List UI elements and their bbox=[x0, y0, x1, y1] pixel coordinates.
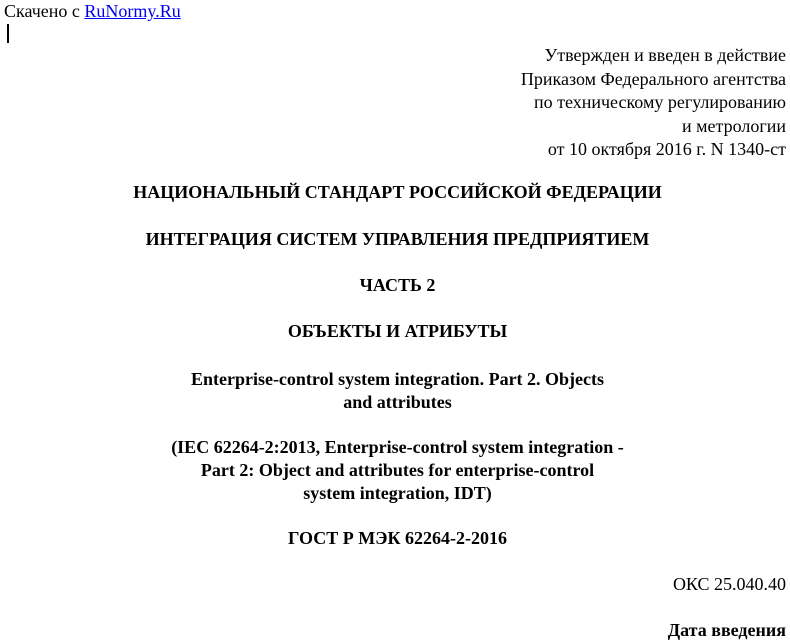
standard-type-heading: НАЦИОНАЛЬНЫЙ СТАНДАРТ РОССИЙСКОЙ ФЕДЕРАЦИИ bbox=[133, 182, 662, 202]
effective-date-label: Дата введения bbox=[667, 620, 786, 640]
document-subtitle: ОБЪЕКТЫ И АТРИБУТЫ bbox=[287, 321, 508, 341]
iec-reference-line: Part 2: Object and attributes for enterprise-control bbox=[200, 460, 595, 480]
document-title: ИНТЕГРАЦИЯ СИСТЕМ УПРАВЛЕНИЯ ПРЕДПРИЯТИЕМ bbox=[145, 229, 650, 249]
english-title-line: Enterprise-control system integration. Part 2. Objects bbox=[190, 369, 605, 389]
oks-code: ОКС 25.040.40 bbox=[672, 574, 786, 594]
approval-line: от 10 октября 2016 г. N 1340-ст bbox=[547, 139, 786, 159]
approval-line: по техническому регулированию bbox=[533, 92, 786, 112]
download-note-prefix: Скачено с bbox=[4, 1, 85, 21]
english-title-line: and attributes bbox=[343, 392, 452, 412]
gost-number: ГОСТ Р МЭК 62264-2-2016 bbox=[288, 528, 507, 548]
iec-reference-line: system integration, IDT) bbox=[303, 483, 492, 503]
iec-reference bbox=[0, 436, 790, 505]
approval-line: и метрологии bbox=[682, 115, 786, 136]
english-title bbox=[0, 368, 790, 414]
part-number: ЧАСТЬ 2 bbox=[359, 275, 436, 295]
download-source-note bbox=[4, 0, 181, 22]
approval-line: Приказом Федерального агентства bbox=[520, 68, 786, 89]
runormy-link[interactable]: RuNormy.Ru bbox=[84, 1, 181, 21]
iec-reference-line: (IEC 62264-2:2013, Enterprise-control system integration - bbox=[171, 437, 624, 457]
approval-block bbox=[521, 44, 786, 162]
approval-line: Утвержден и введен в действие bbox=[544, 45, 786, 65]
text-cursor bbox=[7, 24, 9, 43]
